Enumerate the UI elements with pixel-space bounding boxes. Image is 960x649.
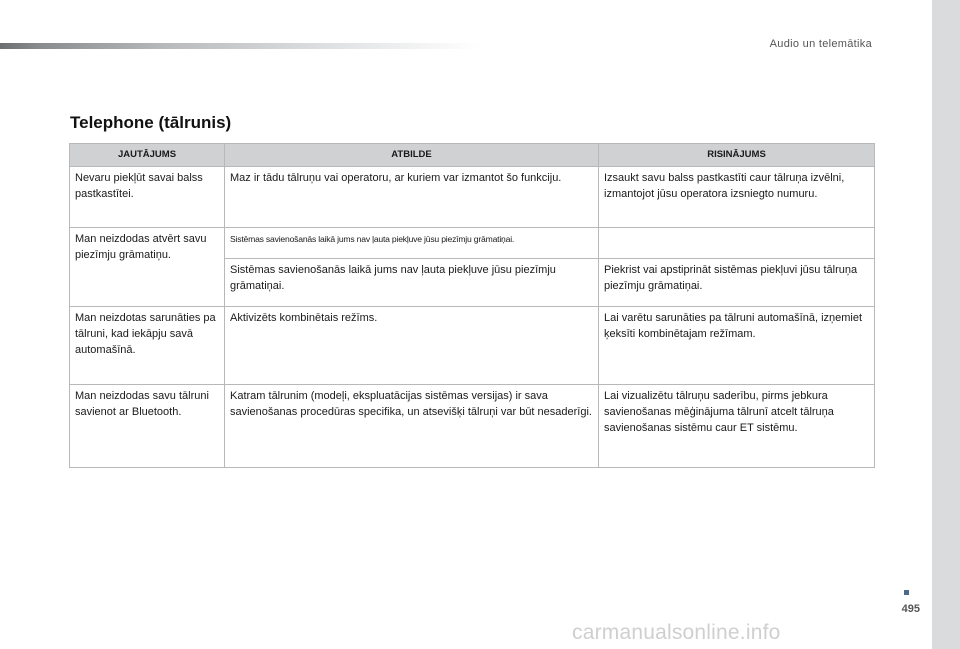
solution-cell: Lai vizualizētu tālruņu saderību, pirms jebkura savienošanas mēģinājuma tālrunī atcelt tālruņa savienošanas sistēmu caur ET sistēmu. bbox=[599, 385, 875, 468]
question-cell: Nevaru piekļūt savai balss pastkastītei. bbox=[70, 167, 225, 228]
page-marker bbox=[904, 590, 909, 595]
table-row bbox=[70, 228, 875, 259]
answer-cell: Maz ir tādu tālruņu vai operatoru, ar kuriem var izmantot šo funkciju. bbox=[225, 167, 599, 228]
answer-cell: Sistēmas savienošanās laikā jums nav ļauta piekļuve jūsu piezīmju grāmatiņai. bbox=[225, 259, 599, 307]
page-edge-band bbox=[932, 0, 960, 649]
solution-cell bbox=[599, 228, 875, 259]
column-header-solution: RISINĀJUMS bbox=[599, 144, 875, 167]
answer-cell: Sistēmas savienošanās laikā jums nav ļauta piekļuve jūsu piezīmju grāmatiņai. bbox=[225, 228, 599, 259]
column-header-answer: ATBILDE bbox=[225, 144, 599, 167]
header-gradient-bar bbox=[0, 43, 480, 49]
page-number: 495 bbox=[901, 603, 920, 615]
table-header-row bbox=[70, 144, 875, 167]
section-title: Audio un telemātika bbox=[769, 38, 872, 50]
column-header-question: JAUTĀJUMS bbox=[70, 144, 225, 167]
page-title: Telephone (tālrunis) bbox=[70, 113, 232, 132]
question-cell: Man neizdotas sarunāties pa tālruni, kad iekāpju savā automašīnā. bbox=[70, 307, 225, 385]
troubleshooting-table bbox=[69, 143, 875, 468]
table-row bbox=[70, 167, 875, 228]
answer-cell: Katram tālrunim (modeļi, ekspluatācijas sistēmas versijas) ir sava savienošanas procedūras specifika, un atsevišķi tālruņi var būt nesaderīgi. bbox=[225, 385, 599, 468]
question-cell: Man neizdodas savu tālruni savienot ar Bluetooth. bbox=[70, 385, 225, 468]
solution-cell: Piekrist vai apstiprināt sistēmas piekļuvi jūsu tālruņa piezīmju grāmatiņai. bbox=[599, 259, 875, 307]
table-row bbox=[70, 307, 875, 385]
table-row bbox=[70, 385, 875, 468]
solution-cell: Lai varētu sarunāties pa tālruni automašīnā, izņemiet ķeksīti kombinētajam režīmam. bbox=[599, 307, 875, 385]
answer-cell: Aktivizēts kombinētais režīms. bbox=[225, 307, 599, 385]
solution-cell: Izsaukt savu balss pastkastīti caur tālruņa izvēlni, izmantojot jūsu operatora izsniegto numuru. bbox=[599, 167, 875, 228]
question-cell: Man neizdodas atvērt savu piezīmju grāmatiņu. bbox=[70, 228, 225, 307]
watermark: carmanualsonline.info bbox=[572, 621, 781, 644]
